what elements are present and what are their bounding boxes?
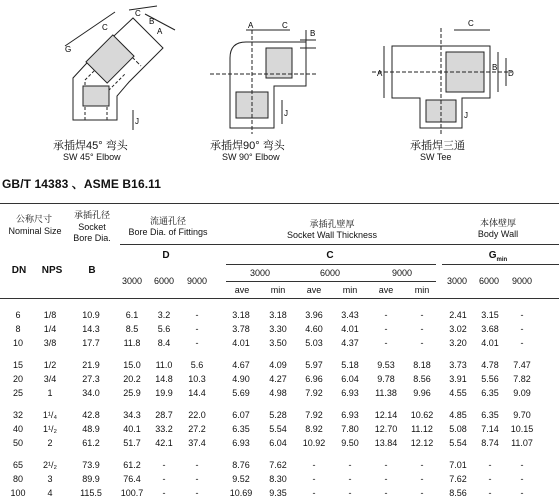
header-d-3000: 3000	[121, 276, 143, 286]
table-cell: 10.3	[188, 374, 206, 384]
table-cell: -	[195, 338, 199, 348]
header-body-en: Body Wall	[477, 229, 519, 239]
table-cell: 4.67	[232, 360, 250, 370]
table-cell: 19.9	[155, 388, 173, 398]
table-cell: 7.92	[305, 410, 323, 420]
table-cell: 7.92	[305, 388, 323, 398]
table-cell: -	[312, 460, 316, 470]
header-rule-1	[120, 244, 559, 245]
table-cell: 9.70	[513, 410, 531, 420]
header-rule-3	[226, 281, 436, 282]
table-cell: 2	[47, 438, 53, 448]
table-cell: 12.14	[374, 410, 398, 420]
table-cell: 12.70	[374, 424, 398, 434]
table-cell: 9.96	[413, 388, 431, 398]
header-wall-cn: 承插孔壁厚	[309, 219, 355, 229]
header-wall-en: Socket Wall Thickness	[286, 230, 378, 240]
table-cell: 9.50	[341, 438, 359, 448]
figure-title-cn: 承插焊45° 弯头	[53, 140, 128, 152]
standard-title: GB/T 14383 、ASME B16.11	[2, 177, 162, 191]
table-cell: 8.5	[125, 324, 139, 334]
table-cell: -	[195, 324, 199, 334]
table-cell: 61.2	[82, 438, 100, 448]
figure-title-en: SW 45° Elbow	[63, 152, 121, 162]
table-cell: 115.5	[80, 488, 102, 498]
header-rule-2	[226, 264, 436, 265]
table-cell: -	[520, 474, 524, 484]
header-c-6000: 6000	[319, 268, 341, 278]
table-cell: 15	[12, 360, 23, 370]
table-cell: 8.92	[305, 424, 323, 434]
header-c-9000: 9000	[391, 268, 413, 278]
table-cell: 7.14	[481, 424, 499, 434]
table-cell: 8.4	[157, 338, 171, 348]
table-cell: 3.43	[341, 310, 359, 320]
table-cell: 80	[12, 474, 23, 484]
table-cell: 76.4	[123, 474, 141, 484]
table-cell: 42.8	[82, 410, 100, 420]
table-cell: -	[348, 474, 352, 484]
table-cell: 3.78	[232, 324, 250, 334]
table-cell: 3.18	[232, 310, 250, 320]
dim-label-a: A	[157, 27, 163, 36]
table-cell: -	[420, 310, 424, 320]
table-cell: 2.41	[449, 310, 467, 320]
table-cell: 8	[15, 324, 21, 334]
table-cell: 5.08	[449, 424, 467, 434]
table-cell: 1/4	[43, 324, 57, 334]
table-cell: 9.53	[377, 360, 395, 370]
table-cell: 3.30	[269, 324, 287, 334]
table-cell: 5.56	[481, 374, 499, 384]
table-cell: -	[162, 460, 166, 470]
table-cell: 6.93	[341, 388, 359, 398]
table-cell: 9.52	[232, 474, 250, 484]
table-cell: 9.78	[377, 374, 395, 384]
table-cell: 21.9	[82, 360, 100, 370]
header-min-2: min	[342, 285, 358, 295]
table-cell: 10.92	[302, 438, 326, 448]
table-cell: 1/8	[43, 310, 57, 320]
header-g-sub: min	[496, 257, 508, 263]
table-cell: 7.62	[269, 460, 287, 470]
figure-45-elbow	[45, 0, 185, 168]
table-cell: 17.7	[82, 338, 100, 348]
table-cell: 100	[10, 488, 26, 498]
table-cell: 27.2	[188, 424, 206, 434]
table-cell: -	[384, 460, 388, 470]
table-cell: 11.12	[411, 424, 433, 434]
table-cell: -	[488, 460, 492, 470]
table-cell: 7.47	[513, 360, 531, 370]
table-cell: 11.38	[375, 388, 397, 398]
table-cell: 6.93	[232, 438, 250, 448]
dim-label-j: J	[464, 111, 468, 120]
dim-label-b: B	[310, 29, 316, 38]
table-cell: 28.7	[155, 410, 173, 420]
table-cell: 6.35	[481, 410, 499, 420]
table-cell: 4.37	[341, 338, 359, 348]
table-cell: 3.20	[449, 338, 467, 348]
table-cell: 3.91	[449, 374, 467, 384]
figure-title-en: SW Tee	[420, 152, 452, 162]
table-cell: -	[348, 460, 352, 470]
header-ave-1: ave	[234, 285, 250, 295]
dim-label-b: B	[149, 17, 155, 26]
table-cell: -	[520, 460, 524, 470]
table-cell: 14.3	[82, 324, 100, 334]
table-cell: 7.82	[513, 374, 531, 384]
header-socket-en1: Socket	[78, 222, 106, 232]
table-cell: 6.93	[341, 410, 359, 420]
table-cell: 11.8	[123, 338, 141, 348]
table-cell: 4.01	[481, 338, 499, 348]
header-d: D	[162, 250, 170, 261]
table-cell: 50	[12, 438, 23, 448]
table-cell: 5.69	[232, 388, 250, 398]
header-c: C	[326, 250, 334, 261]
table-cell: 8.56	[449, 488, 467, 498]
table-cell: -	[384, 474, 388, 484]
header-g-9000: 9000	[511, 276, 533, 286]
table-cell: -	[195, 460, 199, 470]
table-cell: 3/8	[43, 338, 57, 348]
table-cell: 40	[12, 424, 23, 434]
table-cell: -	[520, 338, 524, 348]
table-cell: 6.1	[125, 310, 139, 320]
table-cell: 25	[12, 388, 23, 398]
dim-label-a: A	[377, 69, 383, 78]
table-cell: 65	[12, 460, 23, 470]
header-bottom-rule	[0, 298, 559, 299]
header-b: B	[88, 265, 96, 276]
dim-label-c: C	[282, 21, 288, 30]
table-cell: 4.60	[305, 324, 323, 334]
table-cell: 4.85	[449, 410, 467, 420]
table-cell: 3.18	[269, 310, 287, 320]
table-cell: 5.28	[269, 410, 287, 420]
table-cell: 6	[15, 310, 21, 320]
table-cell: 51.7	[123, 438, 141, 448]
header-bore-en: Bore Dia. of Fittings	[128, 227, 208, 237]
header-rule-2b	[442, 264, 559, 265]
dim-label-a: A	[248, 21, 254, 30]
table-cell: 7.80	[341, 424, 359, 434]
table-cell: -	[195, 474, 199, 484]
table-cell: 8.30	[269, 474, 287, 484]
table-cell: 20.2	[123, 374, 141, 384]
table-cell: 1¹/₂	[43, 424, 57, 434]
header-min-1: min	[270, 285, 286, 295]
table-cell: 6.35	[232, 424, 250, 434]
table-cell: -	[420, 324, 424, 334]
table-cell: -	[312, 488, 316, 498]
table-cell: 14.4	[188, 388, 206, 398]
table-cell: 6.04	[341, 374, 359, 384]
table-cell: 2¹/₂	[43, 460, 57, 470]
figure-tee	[372, 0, 522, 168]
table-cell: 8.74	[481, 438, 499, 448]
header-dn: DN	[11, 265, 27, 276]
table-cell: 14.8	[155, 374, 173, 384]
table-cell: 7.01	[449, 460, 467, 470]
table-cell: 42.1	[155, 438, 173, 448]
table-cell: -	[384, 310, 388, 320]
table-cell: 10.69	[229, 488, 253, 498]
dim-label-b: B	[492, 63, 498, 72]
table-cell: -	[384, 488, 388, 498]
table-cell: 6.07	[232, 410, 250, 420]
tee-drawing	[372, 0, 522, 140]
table-cell: 32	[12, 410, 23, 420]
table-cell: 13.84	[374, 438, 398, 448]
figure-title-cn: 承插焊三通	[410, 140, 465, 152]
table-cell: -	[520, 310, 524, 320]
table-cell: 10.62	[410, 410, 434, 420]
table-cell: 25.9	[123, 388, 141, 398]
table-cell: 4.01	[232, 338, 250, 348]
table-cell: 6.35	[481, 388, 499, 398]
figure-title-cn: 承插焊90° 弯头	[210, 140, 285, 152]
table-cell: 1/2	[43, 360, 57, 370]
table-cell: 3.73	[449, 360, 467, 370]
header-g-6000: 6000	[478, 276, 500, 286]
table-cell: -	[348, 488, 352, 498]
header-socket-cn: 承插孔径	[73, 210, 110, 220]
table-cell: 40.1	[123, 424, 141, 434]
table-cell: 4	[47, 488, 53, 498]
table-cell: -	[384, 338, 388, 348]
table-cell: 8.56	[413, 374, 431, 384]
table-cell: 3	[47, 474, 53, 484]
table-cell: 3.50	[269, 338, 287, 348]
table-cell: 4.01	[341, 324, 359, 334]
table-cell: 4.90	[232, 374, 250, 384]
table-cell: 5.54	[269, 424, 287, 434]
elbow-45-drawing	[45, 0, 185, 140]
table-cell: -	[520, 488, 524, 498]
table-cell: 61.2	[123, 460, 141, 470]
elbow-90-drawing	[210, 0, 320, 140]
table-cell: 22.0	[188, 410, 206, 420]
table-cell: 8.18	[413, 360, 431, 370]
table-cell: -	[195, 310, 199, 320]
header-c-3000: 3000	[249, 268, 271, 278]
header-nominal-en: Nominal Size	[8, 226, 62, 236]
table-cell: -	[195, 488, 199, 498]
table-cell: 100.7	[120, 488, 144, 498]
header-d-6000: 6000	[153, 276, 175, 286]
dim-label-c: C	[468, 19, 474, 28]
table-cell: 89.9	[82, 474, 100, 484]
table-cell: 48.9	[82, 424, 100, 434]
header-ave-3: ave	[378, 285, 394, 295]
table-cell: 5.6	[190, 360, 204, 370]
header-d-9000: 9000	[186, 276, 208, 286]
header-g-3000: 3000	[446, 276, 468, 286]
table-cell: 3.96	[305, 310, 323, 320]
header-bore-cn: 流通孔径	[149, 216, 186, 226]
table-cell: -	[162, 474, 166, 484]
table-cell: 10.9	[82, 310, 100, 320]
table-cell: 34.3	[123, 410, 141, 420]
table-cell: -	[420, 474, 424, 484]
dim-label-d: D	[508, 69, 514, 78]
table-cell: 5.03	[305, 338, 323, 348]
figure-90-elbow	[210, 0, 320, 168]
table-cell: 7.62	[449, 474, 467, 484]
dim-label-c2: C	[135, 9, 141, 18]
table-cell: 8.76	[232, 460, 250, 470]
table-cell: -	[488, 474, 492, 484]
table-cell: 4.78	[481, 360, 499, 370]
dim-label-c1: C	[102, 23, 108, 32]
table-cell: 9.35	[269, 488, 287, 498]
table-cell: 10.15	[510, 424, 534, 434]
table-cell: -	[488, 488, 492, 498]
table-cell: -	[420, 338, 424, 348]
table-cell: 73.9	[82, 460, 100, 470]
table-cell: -	[420, 460, 424, 470]
table-cell: 10	[12, 338, 23, 348]
figure-title-en: SW 90° Elbow	[222, 152, 280, 162]
table-cell: 4.98	[269, 388, 287, 398]
table-cell: 5.54	[449, 438, 467, 448]
header-socket-en2: Bore Dia.	[73, 233, 111, 243]
table-cell: 27.3	[82, 374, 100, 384]
table-cell: -	[384, 324, 388, 334]
table-cell: 3.68	[481, 324, 499, 334]
header-body-cn: 本体壁厚	[479, 218, 516, 228]
table-cell: 3.15	[481, 310, 499, 320]
table-cell: 4.27	[269, 374, 287, 384]
table-cell: 4.09	[269, 360, 287, 370]
table-cell: 5.6	[157, 324, 171, 334]
table-cell: 34.0	[82, 388, 100, 398]
table-cell: 6.04	[269, 438, 287, 448]
table-cell: 3/4	[43, 374, 57, 384]
table-cell: 12.12	[410, 438, 434, 448]
header-nps: NPS	[41, 265, 63, 276]
table-cell: 3.02	[449, 324, 467, 334]
table-cell: -	[420, 488, 424, 498]
header-g-letter: G	[488, 250, 497, 261]
table-top-rule	[0, 203, 559, 204]
table-cell: 11.07	[511, 438, 533, 448]
table-cell: -	[520, 324, 524, 334]
table-cell: 9.09	[513, 388, 531, 398]
dim-label-j: J	[135, 117, 139, 126]
table-cell: 20	[12, 374, 23, 384]
table-cell: 6.96	[305, 374, 323, 384]
table-cell: -	[162, 488, 166, 498]
dim-label-g: G	[65, 45, 72, 54]
header-ave-2: ave	[306, 285, 322, 295]
table-cell: 15.0	[123, 360, 141, 370]
table-cell: 5.18	[341, 360, 359, 370]
table-cell: 37.4	[188, 438, 206, 448]
table-cell: 33.2	[155, 424, 173, 434]
table-cell: 1¹/₄	[42, 410, 58, 420]
header-min-3: min	[414, 285, 430, 295]
header-nominal-cn: 公称尺寸	[15, 214, 52, 224]
table-cell: 1	[47, 388, 53, 398]
table-cell: 11.0	[155, 360, 173, 370]
table-cell: -	[312, 474, 316, 484]
table-cell: 5.97	[305, 360, 323, 370]
table-cell: 4.55	[449, 388, 467, 398]
dim-label-j: J	[284, 109, 288, 118]
table-cell: 3.2	[157, 310, 171, 320]
